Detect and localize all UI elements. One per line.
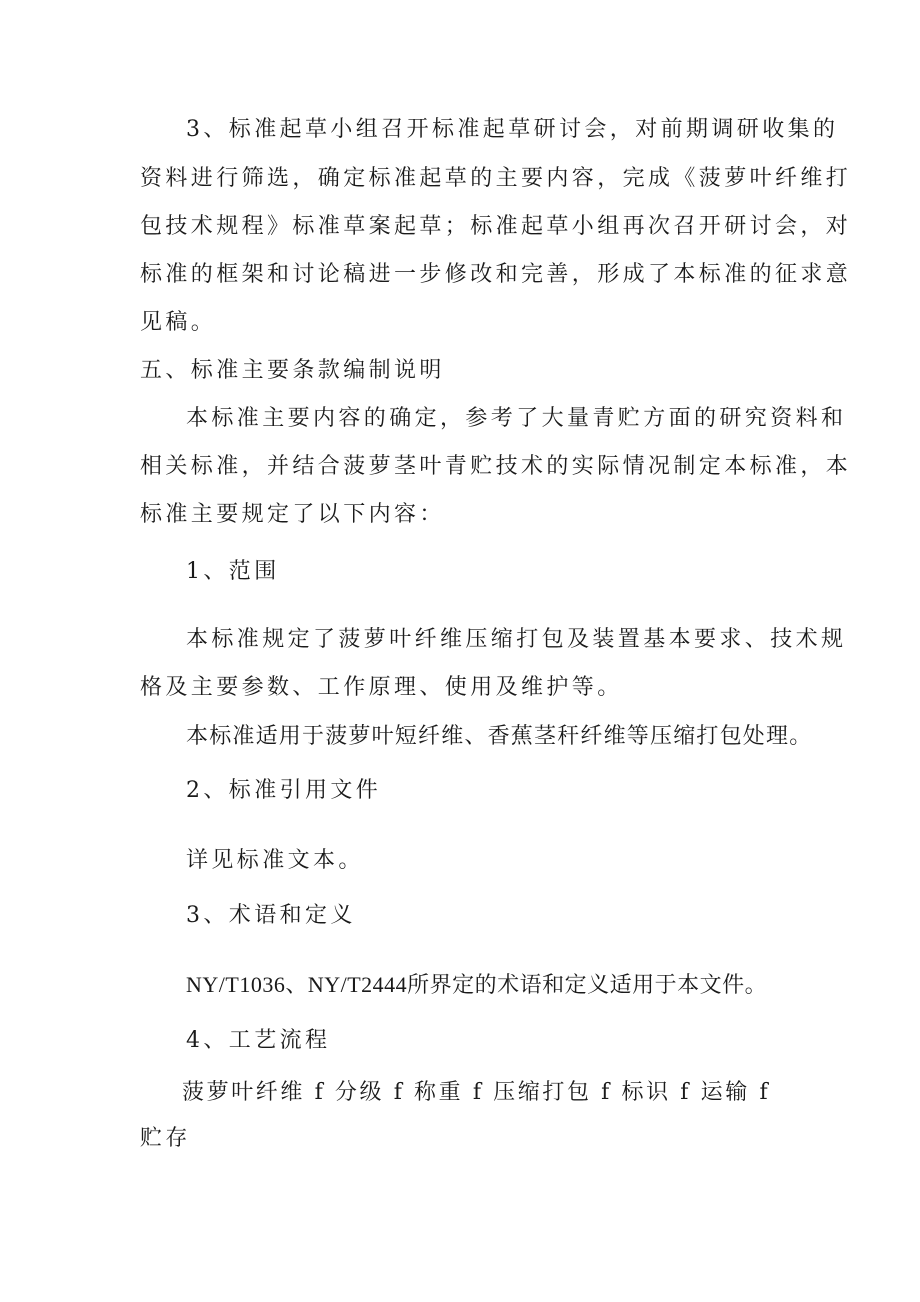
intro-line-1: 本标准主要内容的确定，参考了大量青贮方面的研究资料和	[186, 406, 847, 431]
item-2-body: 详见标准文本。	[186, 848, 364, 873]
paragraph-3-line-5: 见稿。	[140, 310, 217, 335]
item-1-heading: 1、范围	[186, 559, 280, 584]
paragraph-3-line-3: 包技术规程》标准草案起草；标准起草小组再次召开研讨会，对	[140, 214, 852, 239]
item-3-body: NY/T1036、NY/T2444所界定的术语和定义适用于本文件。	[186, 972, 768, 997]
item-1-scope-line: 本标准适用于菠萝叶短纤维、香蕉茎秆纤维等压缩打包处理。	[186, 724, 813, 749]
section-5-heading: 五、标准主要条款编制说明	[140, 358, 445, 383]
intro-line-2: 相关标准，并结合菠萝茎叶青贮技术的实际情况制定本标准，本	[140, 454, 852, 479]
item-4-flow-line-2: 贮存	[140, 1126, 191, 1151]
item-1-body-line-1: 本标准规定了菠萝叶纤维压缩打包及装置基本要求、技术规	[186, 627, 847, 652]
item-4-heading: 4、工艺流程	[186, 1028, 331, 1053]
paragraph-3-line-1: 3、标准起草小组召开标准起草研讨会，对前期调研收集的	[186, 117, 839, 142]
paragraph-3-line-4: 标准的框架和讨论稿进一步修改和完善，形成了本标准的征求意	[140, 262, 852, 287]
item-3-heading: 3、术语和定义	[186, 903, 356, 928]
item-1-body-line-2: 格及主要参数、工作原理、使用及维护等。	[140, 675, 623, 700]
paragraph-3-line-2: 资料进行筛选，确定标准起草的主要内容，完成《菠萝叶纤维打	[140, 166, 852, 191]
item-4-flow-line-1: 菠萝叶纤维 f 分级 f 称重 f 压缩打包 f 标识 f 运输 f	[182, 1080, 771, 1105]
item-2-heading: 2、标准引用文件	[186, 778, 382, 803]
intro-line-3: 标准主要规定了以下内容：	[140, 502, 445, 527]
